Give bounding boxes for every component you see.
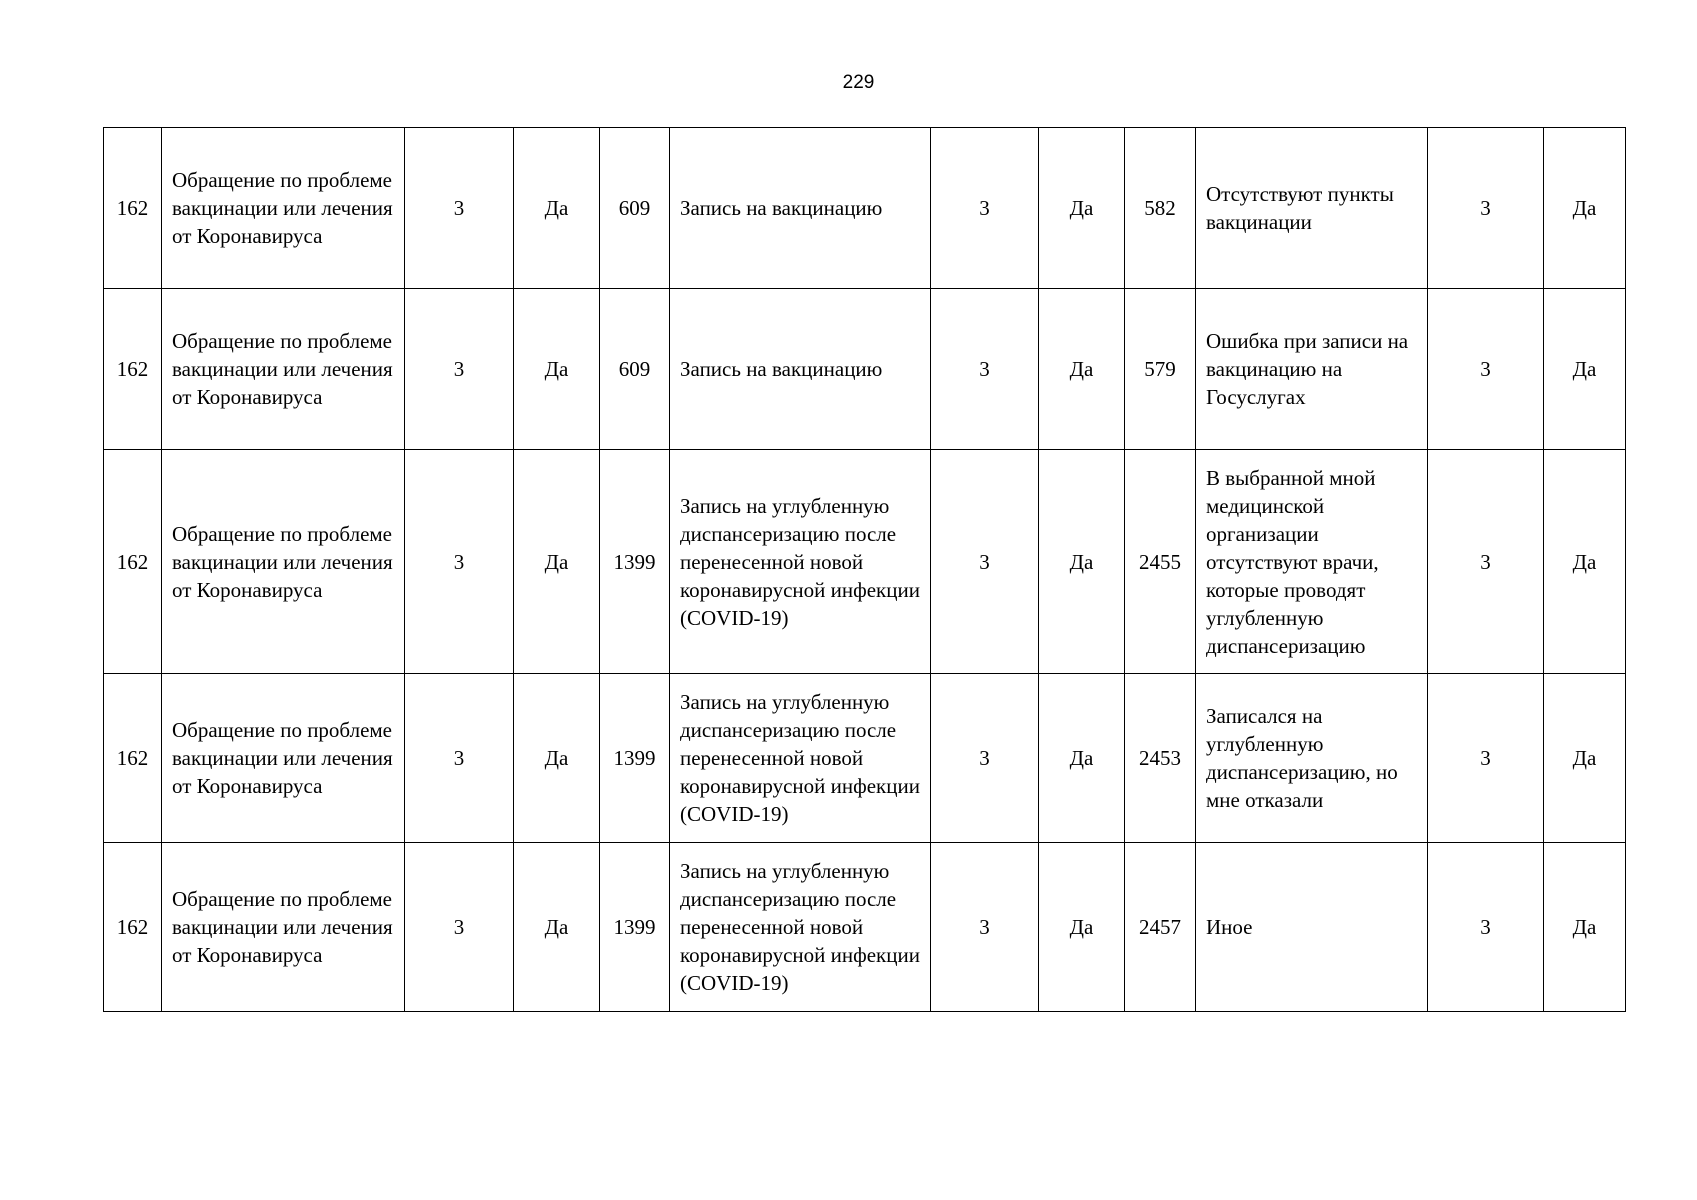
topic-active-cell: Да (514, 289, 600, 450)
topic-name-cell: Обращение по проблеме вакцинации или лечения от Коронавируса (162, 450, 405, 674)
fact-name-cell: В выбранной мной медицинской организации отсутствуют врачи, которые проводят углубленную диспансеризацию (1196, 450, 1428, 674)
subtopic-name-cell: Запись на углубленную диспансеризацию после перенесенной новой коронавирусной инфекции (COVID-19) (670, 450, 931, 674)
fact-active-cell: Да (1544, 289, 1626, 450)
subtopic-id-cell: 1399 (600, 843, 670, 1012)
topic-level-cell: 3 (405, 843, 514, 1012)
subtopic-name-cell: Запись на вакцинацию (670, 128, 931, 289)
fact-level-cell: 3 (1428, 128, 1544, 289)
fact-id-cell: 2457 (1125, 843, 1196, 1012)
fact-active-cell: Да (1544, 674, 1626, 843)
topic-id-cell: 162 (104, 674, 162, 843)
topic-level-cell: 3 (405, 289, 514, 450)
table-row (104, 843, 1626, 1012)
fact-active-cell: Да (1544, 450, 1626, 674)
subtopic-active-cell: Да (1039, 843, 1125, 1012)
classifier-table (103, 127, 1626, 1012)
page-number: 229 (842, 72, 875, 93)
subtopic-level-cell: 3 (931, 843, 1039, 1012)
topic-name-cell: Обращение по проблеме вакцинации или лечения от Коронавируса (162, 289, 405, 450)
fact-active-cell: Да (1544, 128, 1626, 289)
fact-id-cell: 2455 (1125, 450, 1196, 674)
subtopic-active-cell: Да (1039, 674, 1125, 843)
table-row (104, 289, 1626, 450)
topic-active-cell: Да (514, 674, 600, 843)
topic-id-cell: 162 (104, 289, 162, 450)
fact-level-cell: 3 (1428, 450, 1544, 674)
topic-level-cell: 3 (405, 450, 514, 674)
subtopic-name-cell: Запись на вакцинацию (670, 289, 931, 450)
topic-level-cell: 3 (405, 128, 514, 289)
topic-level-cell: 3 (405, 674, 514, 843)
topic-id-cell: 162 (104, 843, 162, 1012)
subtopic-active-cell: Да (1039, 450, 1125, 674)
fact-name-cell: Ошибка при записи на вакцинацию на Госуслугах (1196, 289, 1428, 450)
fact-id-cell: 582 (1125, 128, 1196, 289)
table-row (104, 450, 1626, 674)
topic-name-cell: Обращение по проблеме вакцинации или лечения от Коронавируса (162, 843, 405, 1012)
subtopic-level-cell: 3 (931, 128, 1039, 289)
topic-id-cell: 162 (104, 128, 162, 289)
fact-level-cell: 3 (1428, 674, 1544, 843)
subtopic-name-cell: Запись на углубленную диспансеризацию после перенесенной новой коронавирусной инфекции (COVID-19) (670, 674, 931, 843)
topic-id-cell: 162 (104, 450, 162, 674)
fact-id-cell: 579 (1125, 289, 1196, 450)
fact-id-cell: 2453 (1125, 674, 1196, 843)
fact-name-cell: Отсутствуют пункты вакцинации (1196, 128, 1428, 289)
subtopic-id-cell: 609 (600, 289, 670, 450)
subtopic-id-cell: 609 (600, 128, 670, 289)
fact-level-cell: 3 (1428, 289, 1544, 450)
fact-active-cell: Да (1544, 843, 1626, 1012)
topic-name-cell: Обращение по проблеме вакцинации или лечения от Коронавируса (162, 128, 405, 289)
subtopic-level-cell: 3 (931, 674, 1039, 843)
subtopic-active-cell: Да (1039, 289, 1125, 450)
fact-name-cell: Иное (1196, 843, 1428, 1012)
topic-active-cell: Да (514, 128, 600, 289)
subtopic-level-cell: 3 (931, 289, 1039, 450)
table-row (104, 674, 1626, 843)
subtopic-name-cell: Запись на углубленную диспансеризацию после перенесенной новой коронавирусной инфекции (COVID-19) (670, 843, 931, 1012)
topic-active-cell: Да (514, 450, 600, 674)
subtopic-active-cell: Да (1039, 128, 1125, 289)
subtopic-id-cell: 1399 (600, 450, 670, 674)
fact-name-cell: Записался на углубленную диспансеризацию, но мне отказали (1196, 674, 1428, 843)
subtopic-id-cell: 1399 (600, 674, 670, 843)
fact-level-cell: 3 (1428, 843, 1544, 1012)
topic-active-cell: Да (514, 843, 600, 1012)
table-row (104, 128, 1626, 289)
topic-name-cell: Обращение по проблеме вакцинации или лечения от Коронавируса (162, 674, 405, 843)
subtopic-level-cell: 3 (931, 450, 1039, 674)
